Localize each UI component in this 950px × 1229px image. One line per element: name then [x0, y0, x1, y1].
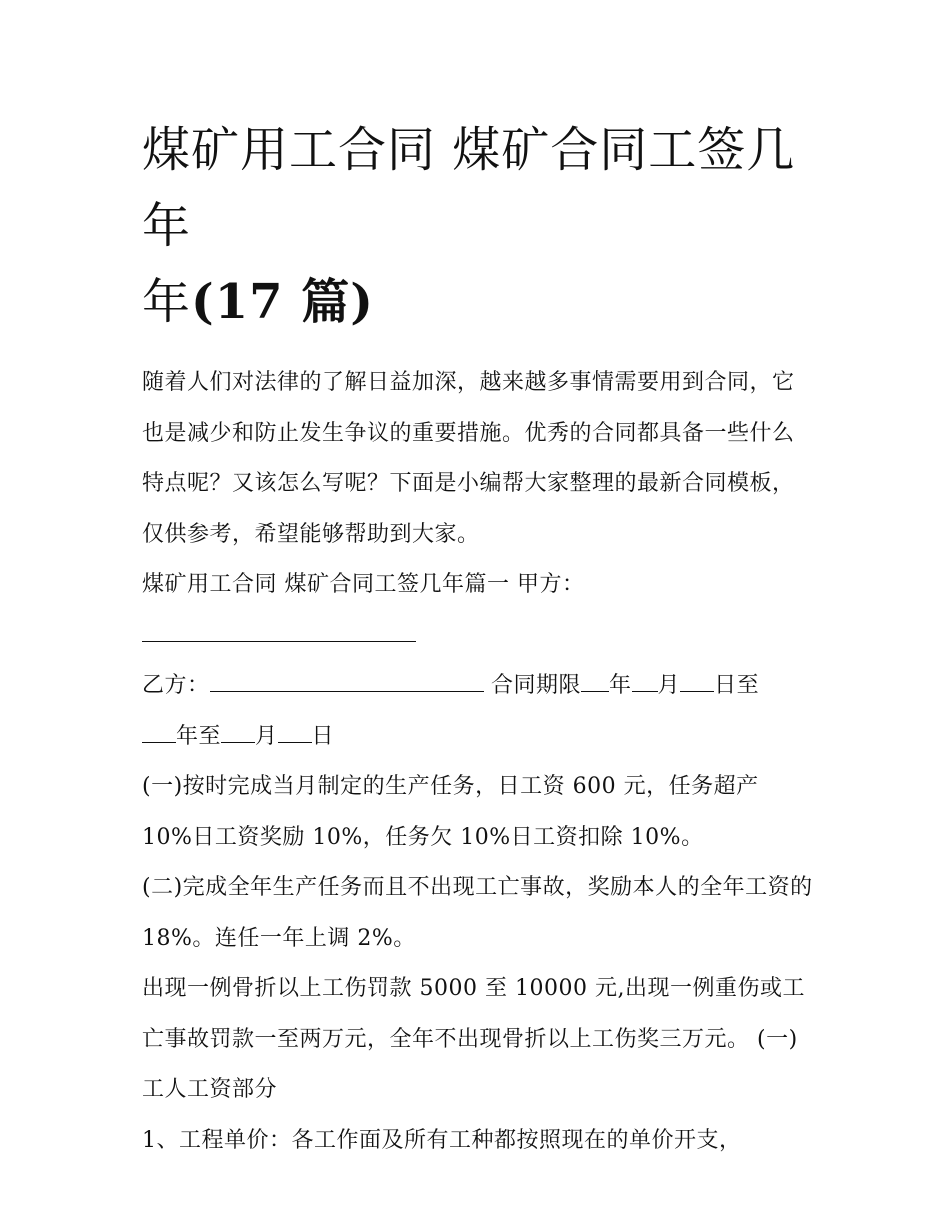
title-prefix: 年 — [142, 274, 192, 330]
start-month-blank — [632, 673, 658, 692]
party-a-blank — [142, 623, 416, 642]
start-year-blank — [581, 673, 609, 692]
year-label: 年 — [609, 673, 632, 698]
title-main: 煤矿用工合同 煤矿合同工签几年 — [142, 122, 796, 254]
end-to-label: 至 — [198, 723, 222, 749]
contract-heading-line: 煤矿用工合同 煤矿合同工签几年篇一 甲方： — [142, 572, 585, 597]
party-b-line — [142, 661, 814, 712]
month-label: 月 — [657, 673, 681, 698]
end-month-label: 月 — [255, 723, 278, 749]
item-paragraph: (一)按时完成当月制定的生产任务，日工资 600 元，任务超产 10%日工资奖励 10%，任务欠 10%日工资扣除 10%。 — [142, 774, 759, 850]
start-day-blank — [680, 673, 714, 692]
title-suffix: (17 篇) — [191, 274, 374, 330]
term-label: 合同期限 — [491, 673, 582, 698]
intro-paragraph: 随着人们对法律的了解日益加深，越来越多事情需要用到合同，它也是减少和防止发生争议的重要措施。优秀的合同都具备一些什么特点呢？又该怎么写呢？下面是小编帮大家整理的最新合同模板，仅供参考，希望能够帮助到大家。 — [142, 370, 795, 547]
document-page — [142, 112, 814, 1166]
item-paragraph: 出现一例骨折以上工伤罚款 5000 至 10000 元,出现一例重伤或工亡事故罚款一至两万元，全年不出现骨折以上工伤奖三万元。 (一)工人工资部分 — [142, 976, 805, 1102]
item-paragraph: 1、工程单价：各工作面及所有工种都按照现在的单价开支， — [142, 1127, 742, 1153]
term-end-line — [142, 712, 814, 763]
document-title — [142, 112, 814, 340]
to-label: 至 — [736, 673, 760, 698]
day-label: 日 — [714, 673, 737, 698]
party-b-label: 乙方： — [142, 673, 210, 698]
end-day-label: 日 — [311, 723, 335, 749]
end-year-label: 年 — [176, 723, 199, 749]
party-b-blank — [210, 673, 484, 692]
item-paragraph: (二)完成全年生产任务而且不出现工亡事故，奖励本人的全年工资的 18%。连任一年上调 2%。 — [142, 875, 813, 951]
party-a-blank-line — [142, 611, 814, 662]
end-day-blank — [278, 724, 312, 743]
end-month-blank — [221, 724, 255, 743]
end-year-blank — [142, 724, 176, 743]
